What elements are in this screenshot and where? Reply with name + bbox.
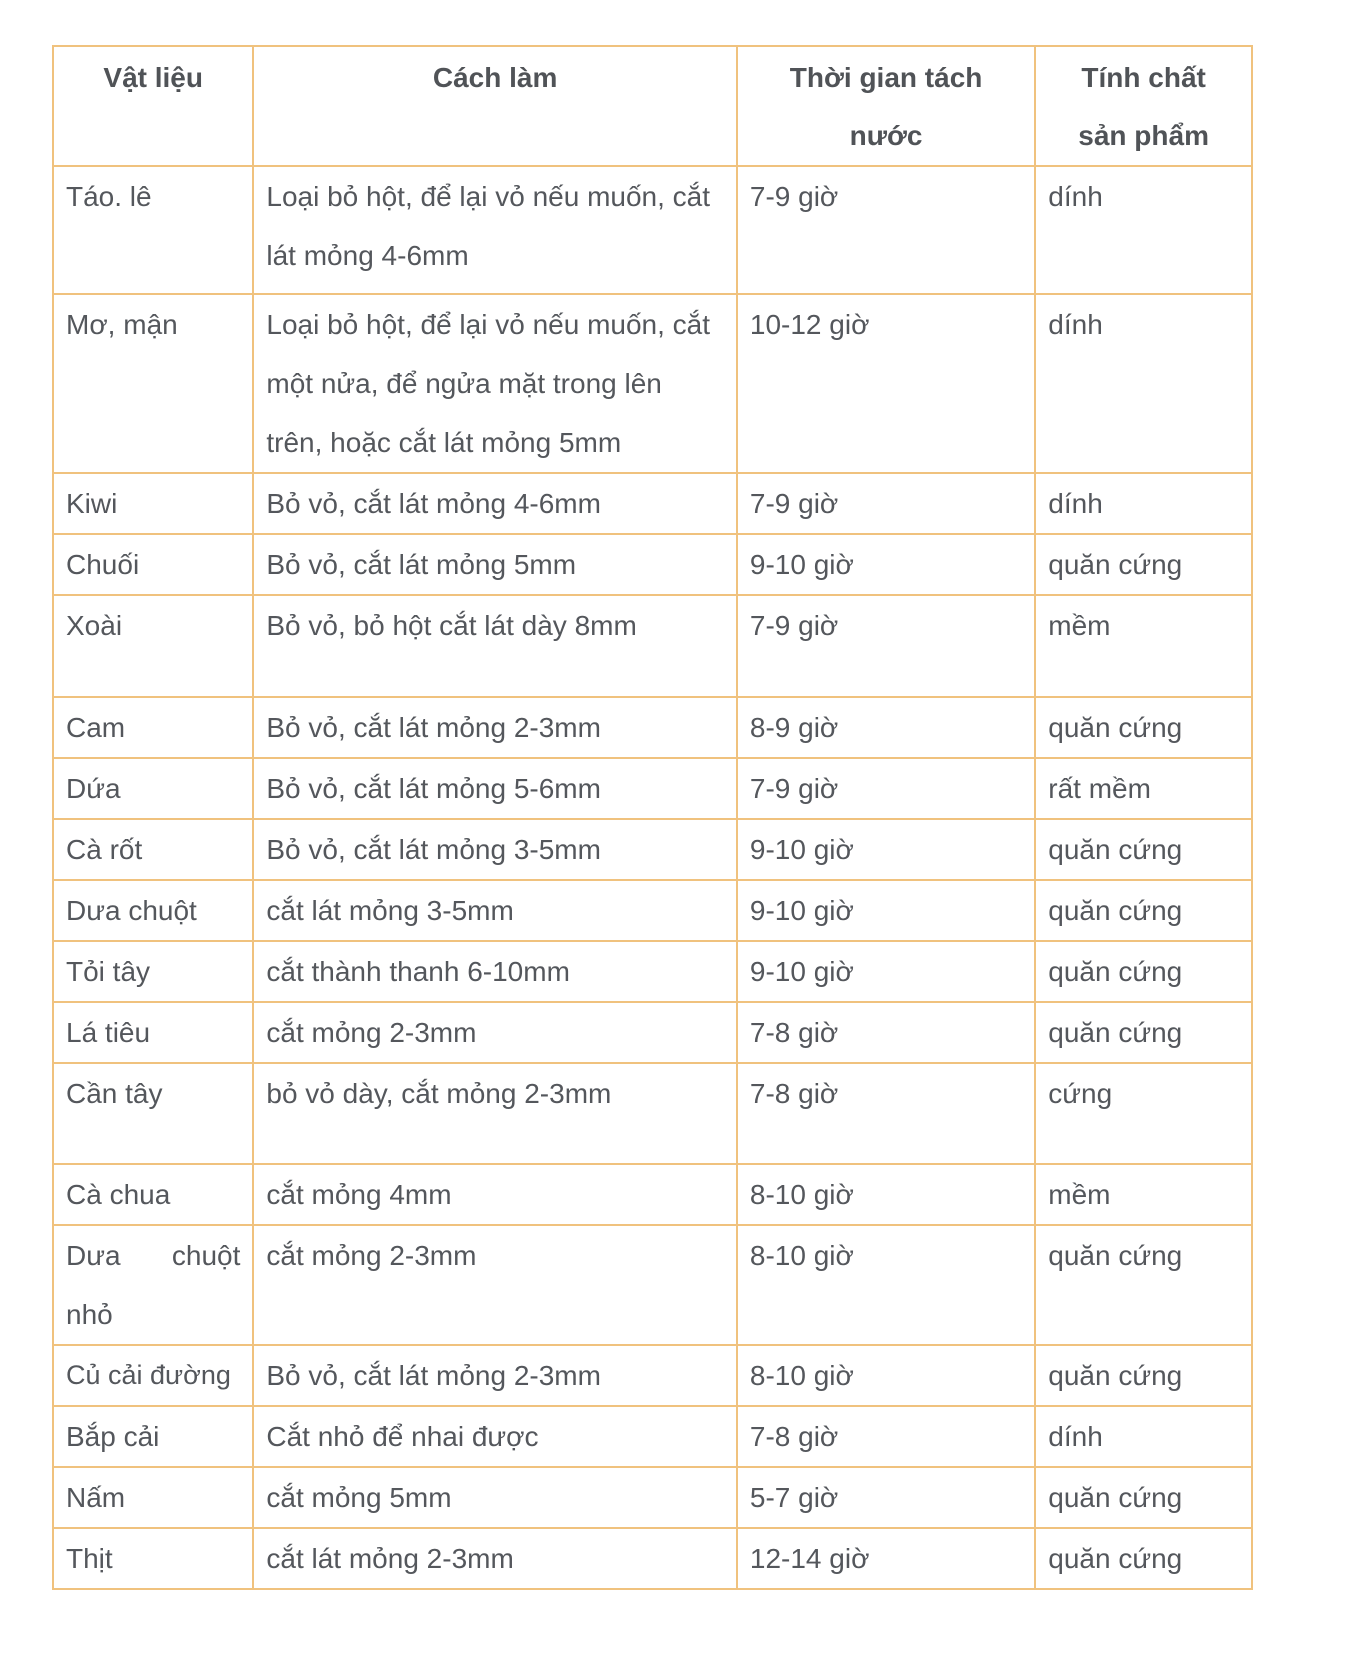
cell-time: 8-10 giờ — [737, 1225, 1035, 1345]
cell-property: dính — [1035, 294, 1252, 473]
table-row — [53, 1406, 1252, 1467]
cell-method: Bỏ vỏ, cắt lát mỏng 2-3mm — [253, 697, 737, 758]
cell-time: 10-12 giờ — [737, 294, 1035, 473]
drying-time-table — [52, 45, 1253, 1590]
table-header-row — [53, 46, 1252, 166]
cell-method: cắt mỏng 4mm — [253, 1164, 737, 1225]
cell-material: Dưa chuột — [53, 880, 253, 941]
cell-method: cắt lát mỏng 2-3mm — [253, 1528, 737, 1589]
cell-property: cứng — [1035, 1063, 1252, 1164]
cell-time: 9-10 giờ — [737, 941, 1035, 1002]
cell-method: Bỏ vỏ, cắt lát mỏng 3-5mm — [253, 819, 737, 880]
header-material: Vật liệu — [53, 46, 253, 166]
cell-time: 7-8 giờ — [737, 1406, 1035, 1467]
cell-property: rất mềm — [1035, 758, 1252, 819]
cell-material: Bắp cải — [53, 1406, 253, 1467]
cell-property: quăn cứng — [1035, 941, 1252, 1002]
cell-material: Cà rốt — [53, 819, 253, 880]
cell-method: bỏ vỏ dày, cắt mỏng 2-3mm — [253, 1063, 737, 1164]
table-row — [53, 1528, 1252, 1589]
cell-property: mềm — [1035, 1164, 1252, 1225]
table-row — [53, 473, 1252, 534]
cell-method: cắt thành thanh 6-10mm — [253, 941, 737, 1002]
cell-material: Táo. lê — [53, 166, 253, 294]
cell-property: quăn cứng — [1035, 1467, 1252, 1528]
cell-time: 8-9 giờ — [737, 697, 1035, 758]
cell-time: 9-10 giờ — [737, 534, 1035, 595]
cell-time: 7-9 giờ — [737, 166, 1035, 294]
cell-material: Mơ, mận — [53, 294, 253, 473]
cell-property: dính — [1035, 166, 1252, 294]
cell-method: cắt mỏng 5mm — [253, 1467, 737, 1528]
cell-method: Bỏ vỏ, cắt lát mỏng 4-6mm — [253, 473, 737, 534]
cell-property: quăn cứng — [1035, 1002, 1252, 1063]
cell-material: Thịt — [53, 1528, 253, 1589]
cell-property: dính — [1035, 473, 1252, 534]
header-method: Cách làm — [253, 46, 737, 166]
cell-material: Lá tiêu — [53, 1002, 253, 1063]
cell-property: quăn cứng — [1035, 1345, 1252, 1406]
table-row — [53, 697, 1252, 758]
table-row — [53, 758, 1252, 819]
cell-material: Cam — [53, 697, 253, 758]
table-row — [53, 880, 1252, 941]
cell-property: quăn cứng — [1035, 1528, 1252, 1589]
cell-method: cắt mỏng 2-3mm — [253, 1225, 737, 1345]
cell-property: mềm — [1035, 595, 1252, 697]
table-row — [53, 1063, 1252, 1164]
cell-method: cắt lát mỏng 3-5mm — [253, 880, 737, 941]
table-row — [53, 1002, 1252, 1063]
table-row — [53, 819, 1252, 880]
table-row — [53, 166, 1252, 294]
cell-time: 9-10 giờ — [737, 880, 1035, 941]
cell-time: 7-9 giờ — [737, 595, 1035, 697]
cell-time: 5-7 giờ — [737, 1467, 1035, 1528]
cell-material: Dứa — [53, 758, 253, 819]
cell-property: dính — [1035, 1406, 1252, 1467]
table-row — [53, 595, 1252, 697]
cell-method: cắt mỏng 2-3mm — [253, 1002, 737, 1063]
cell-time: 8-10 giờ — [737, 1345, 1035, 1406]
cell-material: Xoài — [53, 595, 253, 697]
header-time: Thời gian tách nước — [737, 46, 1035, 166]
table-row — [53, 294, 1252, 473]
cell-material: Cần tây — [53, 1063, 253, 1164]
cell-material: Cà chua — [53, 1164, 253, 1225]
cell-time: 9-10 giờ — [737, 819, 1035, 880]
cell-method: Bỏ vỏ, cắt lát mỏng 2-3mm — [253, 1345, 737, 1406]
table-row — [53, 1164, 1252, 1225]
cell-method: Bỏ vỏ, cắt lát mỏng 5mm — [253, 534, 737, 595]
cell-material: Kiwi — [53, 473, 253, 534]
cell-time: 7-9 giờ — [737, 758, 1035, 819]
cell-time: 7-8 giờ — [737, 1002, 1035, 1063]
cell-method: Bỏ vỏ, bỏ hột cắt lát dày 8mm — [253, 595, 737, 697]
table-row — [53, 1225, 1252, 1345]
cell-time: 12-14 giờ — [737, 1528, 1035, 1589]
table-row — [53, 534, 1252, 595]
cell-property: quăn cứng — [1035, 880, 1252, 941]
cell-material: Củ cải đường — [53, 1345, 253, 1406]
header-property: Tính chất sản phẩm — [1035, 46, 1252, 166]
cell-method: Cắt nhỏ để nhai được — [253, 1406, 737, 1467]
cell-property: quăn cứng — [1035, 1225, 1252, 1345]
cell-time: 7-8 giờ — [737, 1063, 1035, 1164]
table-row — [53, 1467, 1252, 1528]
cell-time: 7-9 giờ — [737, 473, 1035, 534]
cell-method: Bỏ vỏ, cắt lát mỏng 5-6mm — [253, 758, 737, 819]
cell-time: 8-10 giờ — [737, 1164, 1035, 1225]
cell-property: quăn cứng — [1035, 697, 1252, 758]
cell-material: Nấm — [53, 1467, 253, 1528]
cell-property: quăn cứng — [1035, 819, 1252, 880]
table-row — [53, 941, 1252, 1002]
table-row — [53, 1345, 1252, 1406]
cell-method: Loại bỏ hột, để lại vỏ nếu muốn, cắt lát mỏng 4-6mm — [253, 166, 737, 294]
cell-material: Chuối — [53, 534, 253, 595]
cell-method: Loại bỏ hột, để lại vỏ nếu muốn, cắt một nửa, để ngửa mặt trong lên trên, hoặc cắt lát mỏng 5mm — [253, 294, 737, 473]
cell-property: quăn cứng — [1035, 534, 1252, 595]
cell-material: Tỏi tây — [53, 941, 253, 1002]
cell-material: Dưa chuột nhỏ — [53, 1225, 253, 1345]
